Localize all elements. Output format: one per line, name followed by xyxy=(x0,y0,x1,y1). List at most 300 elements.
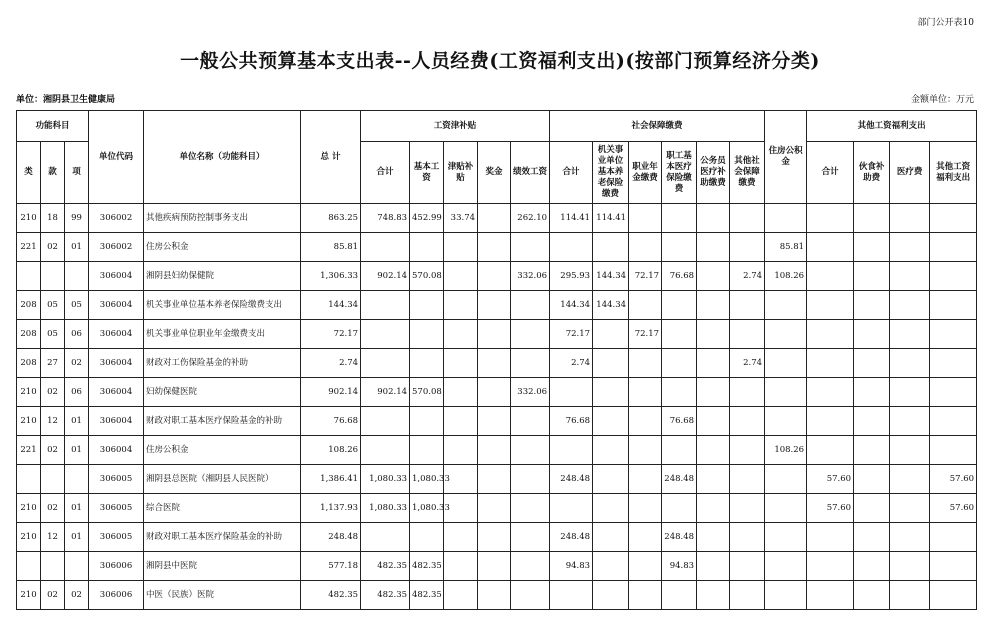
cell-other-welfare xyxy=(930,407,977,436)
cell-other-welfare: 57.60 xyxy=(930,465,977,494)
cell-civil-medical xyxy=(697,407,730,436)
cell-kuan: 27 xyxy=(41,349,65,378)
cell-annuity xyxy=(629,552,662,581)
cell-unit-name: 机关事业单位职业年金缴费支出 xyxy=(144,320,301,349)
cell-civil-medical xyxy=(697,233,730,262)
cell-other-total xyxy=(807,204,854,233)
cell-social-total xyxy=(550,233,593,262)
table-row xyxy=(17,407,977,436)
cell-meal xyxy=(854,465,890,494)
cell-annuity: 72.17 xyxy=(629,262,662,291)
cell-medical: 76.68 xyxy=(662,407,697,436)
cell-medical-fee xyxy=(890,291,930,320)
cell-allowance xyxy=(444,233,478,262)
cell-unit-name: 其他疾病预防控制事务支出 xyxy=(144,204,301,233)
cell-meal xyxy=(854,233,890,262)
cell-meal xyxy=(854,581,890,610)
cell-pension xyxy=(593,581,629,610)
cell-medical xyxy=(662,320,697,349)
cell-pension: 144.34 xyxy=(593,262,629,291)
cell-allowance xyxy=(444,320,478,349)
cell-other-welfare xyxy=(930,349,977,378)
cell-other-welfare xyxy=(930,233,977,262)
header-total: 总 计 xyxy=(301,111,361,204)
cell-allowance xyxy=(444,436,478,465)
cell-pension xyxy=(593,465,629,494)
cell-other-welfare xyxy=(930,204,977,233)
amount-unit-label: 金额单位：万元 xyxy=(910,95,974,105)
table-body xyxy=(17,204,977,610)
cell-pension xyxy=(593,494,629,523)
table-row xyxy=(17,291,977,320)
cell-social-total: 295.93 xyxy=(550,262,593,291)
cell-other-total xyxy=(807,523,854,552)
cell-medical xyxy=(662,233,697,262)
cell-total: 902.14 xyxy=(301,378,361,407)
table-row xyxy=(17,581,977,610)
cell-unit-name: 财政对职工基本医疗保险基金的补助 xyxy=(144,523,301,552)
header-xiang: 项 xyxy=(65,142,89,204)
cell-bonus xyxy=(478,291,511,320)
cell-annuity xyxy=(629,291,662,320)
cell-total: 108.26 xyxy=(301,436,361,465)
cell-lei: 208 xyxy=(17,349,41,378)
cell-lei: 210 xyxy=(17,204,41,233)
cell-meal xyxy=(854,320,890,349)
cell-basic-wage xyxy=(410,349,444,378)
cell-xiang: 06 xyxy=(65,378,89,407)
cell-xiang: 06 xyxy=(65,320,89,349)
cell-unit-name: 机关事业单位基本养老保险缴费支出 xyxy=(144,291,301,320)
cell-xiang: 99 xyxy=(65,204,89,233)
cell-other-welfare xyxy=(930,552,977,581)
cell-total: 577.18 xyxy=(301,552,361,581)
cell-total: 863.25 xyxy=(301,204,361,233)
cell-perf-wage xyxy=(511,465,550,494)
cell-perf-wage xyxy=(511,581,550,610)
cell-annuity xyxy=(629,465,662,494)
cell-kuan: 02 xyxy=(41,436,65,465)
cell-annuity: 72.17 xyxy=(629,320,662,349)
header-func-subject: 功能科目 xyxy=(17,111,89,142)
cell-other-social xyxy=(730,291,765,320)
cell-lei: 210 xyxy=(17,494,41,523)
cell-allowance: 33.74 xyxy=(444,204,478,233)
cell-unit-code: 306004 xyxy=(89,291,144,320)
cell-unit-code: 306005 xyxy=(89,523,144,552)
header-wage-total: 合计 xyxy=(361,142,410,204)
cell-kuan: 12 xyxy=(41,407,65,436)
cell-pension xyxy=(593,233,629,262)
cell-other-social xyxy=(730,465,765,494)
cell-unit-code: 306006 xyxy=(89,581,144,610)
cell-bonus xyxy=(478,494,511,523)
cell-wage-total xyxy=(361,233,410,262)
header-bonus: 奖金 xyxy=(478,142,511,204)
header-lei: 类 xyxy=(17,142,41,204)
cell-other-welfare xyxy=(930,581,977,610)
cell-civil-medical xyxy=(697,291,730,320)
cell-pension xyxy=(593,349,629,378)
header-wage-group: 工资津补贴 xyxy=(361,111,550,142)
cell-perf-wage: 332.06 xyxy=(511,262,550,291)
cell-unit-code: 306002 xyxy=(89,233,144,262)
cell-medical-fee xyxy=(890,436,930,465)
cell-medical-fee xyxy=(890,523,930,552)
header-unit-name: 单位名称（功能科目） xyxy=(144,111,301,204)
cell-kuan xyxy=(41,465,65,494)
cell-total: 1,306.33 xyxy=(301,262,361,291)
cell-lei xyxy=(17,552,41,581)
cell-perf-wage xyxy=(511,436,550,465)
cell-pension xyxy=(593,407,629,436)
cell-wage-total: 482.35 xyxy=(361,581,410,610)
cell-medical: 248.48 xyxy=(662,465,697,494)
cell-social-total: 2.74 xyxy=(550,349,593,378)
cell-unit-code: 306004 xyxy=(89,436,144,465)
cell-basic-wage xyxy=(410,233,444,262)
cell-allowance xyxy=(444,378,478,407)
cell-lei: 221 xyxy=(17,233,41,262)
cell-social-total: 72.17 xyxy=(550,320,593,349)
header-other-welfare: 其他工资福利支出 xyxy=(930,142,977,204)
table-row xyxy=(17,523,977,552)
cell-civil-medical xyxy=(697,523,730,552)
cell-meal xyxy=(854,494,890,523)
cell-other-total xyxy=(807,378,854,407)
cell-xiang: 01 xyxy=(65,523,89,552)
cell-bonus xyxy=(478,349,511,378)
cell-bonus xyxy=(478,407,511,436)
cell-meal xyxy=(854,552,890,581)
cell-other-welfare: 57.60 xyxy=(930,494,977,523)
cell-unit-code: 306004 xyxy=(89,349,144,378)
cell-total: 76.68 xyxy=(301,407,361,436)
cell-housing-fund xyxy=(765,378,807,407)
cell-xiang xyxy=(65,465,89,494)
cell-annuity xyxy=(629,581,662,610)
cell-unit-name: 妇幼保健医院 xyxy=(144,378,301,407)
page-title: 一般公共预算基本支出表--人员经费(工资福利支出)(按部门预算经济分类) xyxy=(180,50,820,72)
cell-other-total xyxy=(807,349,854,378)
cell-wage-total xyxy=(361,436,410,465)
cell-bonus xyxy=(478,233,511,262)
cell-medical-fee xyxy=(890,320,930,349)
cell-housing-fund xyxy=(765,552,807,581)
cell-kuan: 02 xyxy=(41,494,65,523)
cell-lei: 208 xyxy=(17,291,41,320)
header-allowance: 津贴补贴 xyxy=(444,142,478,204)
cell-medical: 76.68 xyxy=(662,262,697,291)
cell-kuan: 12 xyxy=(41,523,65,552)
cell-basic-wage xyxy=(410,320,444,349)
cell-wage-total xyxy=(361,291,410,320)
cell-social-total xyxy=(550,378,593,407)
cell-kuan: 18 xyxy=(41,204,65,233)
cell-bonus xyxy=(478,465,511,494)
cell-allowance xyxy=(444,262,478,291)
cell-other-total xyxy=(807,262,854,291)
cell-medical-fee xyxy=(890,349,930,378)
cell-kuan xyxy=(41,552,65,581)
cell-medical: 94.83 xyxy=(662,552,697,581)
cell-other-total xyxy=(807,291,854,320)
header-social-total: 合计 xyxy=(550,142,593,204)
cell-meal xyxy=(854,436,890,465)
cell-annuity xyxy=(629,233,662,262)
cell-other-total xyxy=(807,407,854,436)
table-row xyxy=(17,494,977,523)
cell-lei: 208 xyxy=(17,320,41,349)
cell-meal xyxy=(854,349,890,378)
cell-basic-wage xyxy=(410,407,444,436)
cell-other-welfare xyxy=(930,262,977,291)
cell-perf-wage xyxy=(511,494,550,523)
cell-total: 85.81 xyxy=(301,233,361,262)
cell-other-social xyxy=(730,436,765,465)
cell-housing-fund xyxy=(765,523,807,552)
cell-unit-name: 住房公积金 xyxy=(144,436,301,465)
cell-housing-fund xyxy=(765,204,807,233)
cell-unit-name: 财政对职工基本医疗保险基金的补助 xyxy=(144,407,301,436)
cell-basic-wage: 1,080.33 xyxy=(410,465,444,494)
cell-other-social xyxy=(730,320,765,349)
cell-pension: 144.34 xyxy=(593,291,629,320)
cell-housing-fund xyxy=(765,494,807,523)
header-social-group: 社会保障缴费 xyxy=(550,111,765,142)
cell-kuan xyxy=(41,262,65,291)
cell-housing-fund xyxy=(765,581,807,610)
cell-xiang: 01 xyxy=(65,436,89,465)
cell-annuity xyxy=(629,378,662,407)
cell-other-welfare xyxy=(930,291,977,320)
cell-meal xyxy=(854,523,890,552)
header-housing-fund: 住房公积金 xyxy=(765,111,807,204)
cell-meal xyxy=(854,378,890,407)
cell-social-total: 144.34 xyxy=(550,291,593,320)
cell-basic-wage: 482.35 xyxy=(410,552,444,581)
cell-other-welfare xyxy=(930,320,977,349)
cell-pension xyxy=(593,523,629,552)
cell-annuity xyxy=(629,436,662,465)
cell-housing-fund xyxy=(765,465,807,494)
cell-unit-code: 306004 xyxy=(89,262,144,291)
header-basic-wage: 基本工资 xyxy=(410,142,444,204)
cell-lei xyxy=(17,465,41,494)
cell-kuan: 02 xyxy=(41,233,65,262)
cell-pension xyxy=(593,436,629,465)
cell-civil-medical xyxy=(697,581,730,610)
cell-unit-code: 306004 xyxy=(89,320,144,349)
cell-total: 1,386.41 xyxy=(301,465,361,494)
cell-unit-name: 财政对工伤保险基金的补助 xyxy=(144,349,301,378)
cell-pension xyxy=(593,378,629,407)
cell-medical-fee xyxy=(890,233,930,262)
cell-xiang: 05 xyxy=(65,291,89,320)
cell-civil-medical xyxy=(697,465,730,494)
cell-unit-name: 中医（民族）医院 xyxy=(144,581,301,610)
cell-basic-wage: 1,080.33 xyxy=(410,494,444,523)
cell-lei: 210 xyxy=(17,407,41,436)
cell-medical xyxy=(662,581,697,610)
cell-civil-medical xyxy=(697,552,730,581)
cell-unit-name: 湘阴县总医院（湘阴县人民医院） xyxy=(144,465,301,494)
budget-table xyxy=(16,110,977,610)
cell-xiang xyxy=(65,552,89,581)
header-other-group: 其他工资福利支出 xyxy=(807,111,977,142)
cell-basic-wage: 482.35 xyxy=(410,581,444,610)
table-row xyxy=(17,262,977,291)
cell-other-total: 57.60 xyxy=(807,465,854,494)
cell-annuity xyxy=(629,349,662,378)
cell-unit-code: 306002 xyxy=(89,204,144,233)
cell-civil-medical xyxy=(697,494,730,523)
table-row xyxy=(17,349,977,378)
cell-other-welfare xyxy=(930,378,977,407)
cell-unit-name: 住房公积金 xyxy=(144,233,301,262)
table-row xyxy=(17,233,977,262)
cell-wage-total: 902.14 xyxy=(361,378,410,407)
cell-other-social xyxy=(730,552,765,581)
cell-wage-total xyxy=(361,320,410,349)
cell-meal xyxy=(854,204,890,233)
cell-kuan: 02 xyxy=(41,378,65,407)
cell-social-total: 94.83 xyxy=(550,552,593,581)
cell-medical xyxy=(662,378,697,407)
cell-allowance xyxy=(444,523,478,552)
cell-civil-medical xyxy=(697,262,730,291)
cell-meal xyxy=(854,262,890,291)
cell-other-total xyxy=(807,581,854,610)
cell-xiang: 02 xyxy=(65,349,89,378)
cell-other-welfare xyxy=(930,523,977,552)
cell-unit-code: 306005 xyxy=(89,494,144,523)
cell-total: 248.48 xyxy=(301,523,361,552)
cell-lei: 210 xyxy=(17,378,41,407)
cell-xiang: 01 xyxy=(65,494,89,523)
cell-social-total: 114.41 xyxy=(550,204,593,233)
cell-wage-total xyxy=(361,523,410,552)
cell-civil-medical xyxy=(697,349,730,378)
cell-other-social xyxy=(730,523,765,552)
cell-other-social xyxy=(730,233,765,262)
table-number-label: 部门公开表10 xyxy=(917,18,974,28)
cell-unit-code: 306005 xyxy=(89,465,144,494)
cell-perf-wage xyxy=(511,349,550,378)
cell-wage-total: 902.14 xyxy=(361,262,410,291)
cell-total: 144.34 xyxy=(301,291,361,320)
cell-civil-medical xyxy=(697,320,730,349)
cell-total: 482.35 xyxy=(301,581,361,610)
table-row xyxy=(17,320,977,349)
cell-wage-total: 482.35 xyxy=(361,552,410,581)
cell-medical-fee xyxy=(890,378,930,407)
cell-perf-wage: 262.10 xyxy=(511,204,550,233)
cell-lei: 221 xyxy=(17,436,41,465)
cell-housing-fund xyxy=(765,349,807,378)
cell-social-total xyxy=(550,494,593,523)
cell-perf-wage xyxy=(511,320,550,349)
cell-civil-medical xyxy=(697,436,730,465)
cell-housing-fund: 85.81 xyxy=(765,233,807,262)
header-perf-wage: 绩效工资 xyxy=(511,142,550,204)
cell-bonus xyxy=(478,204,511,233)
cell-medical xyxy=(662,349,697,378)
cell-kuan: 02 xyxy=(41,581,65,610)
cell-bonus xyxy=(478,523,511,552)
cell-medical xyxy=(662,291,697,320)
cell-medical-fee xyxy=(890,581,930,610)
cell-medical-fee xyxy=(890,494,930,523)
cell-lei: 210 xyxy=(17,523,41,552)
cell-unit-code: 306004 xyxy=(89,378,144,407)
cell-housing-fund xyxy=(765,407,807,436)
unit-label: 单位：湘阴县卫生健康局 xyxy=(16,95,116,105)
cell-lei xyxy=(17,262,41,291)
cell-other-social: 2.74 xyxy=(730,262,765,291)
cell-other-total xyxy=(807,233,854,262)
cell-perf-wage xyxy=(511,407,550,436)
cell-medical xyxy=(662,204,697,233)
cell-xiang xyxy=(65,262,89,291)
cell-bonus xyxy=(478,581,511,610)
header-medical-fee: 医疗费 xyxy=(890,142,930,204)
cell-perf-wage xyxy=(511,291,550,320)
cell-wage-total xyxy=(361,349,410,378)
header-pension: 机关事业单位基本养老保险缴费 xyxy=(593,142,629,204)
cell-housing-fund xyxy=(765,291,807,320)
cell-medical xyxy=(662,436,697,465)
table-row xyxy=(17,552,977,581)
table-row xyxy=(17,465,977,494)
cell-bonus xyxy=(478,436,511,465)
cell-unit-name: 湘阴县中医院 xyxy=(144,552,301,581)
cell-other-welfare xyxy=(930,436,977,465)
cell-social-total: 248.48 xyxy=(550,523,593,552)
cell-unit-code: 306006 xyxy=(89,552,144,581)
cell-civil-medical xyxy=(697,378,730,407)
cell-kuan: 05 xyxy=(41,291,65,320)
header-annuity: 职业年金缴费 xyxy=(629,142,662,204)
cell-pension xyxy=(593,552,629,581)
header-medical: 职工基本医疗保险缴费 xyxy=(662,142,697,204)
cell-xiang: 01 xyxy=(65,407,89,436)
cell-perf-wage xyxy=(511,233,550,262)
cell-other-total xyxy=(807,436,854,465)
cell-bonus xyxy=(478,378,511,407)
cell-total: 1,137.93 xyxy=(301,494,361,523)
cell-housing-fund: 108.26 xyxy=(765,436,807,465)
cell-annuity xyxy=(629,204,662,233)
header-other-total: 合计 xyxy=(807,142,854,204)
cell-other-social xyxy=(730,378,765,407)
cell-other-total xyxy=(807,320,854,349)
cell-basic-wage xyxy=(410,291,444,320)
cell-social-total: 76.68 xyxy=(550,407,593,436)
table-row xyxy=(17,378,977,407)
table-row xyxy=(17,204,977,233)
cell-other-social xyxy=(730,494,765,523)
cell-other-social xyxy=(730,581,765,610)
cell-bonus xyxy=(478,262,511,291)
cell-annuity xyxy=(629,523,662,552)
cell-civil-medical xyxy=(697,204,730,233)
cell-perf-wage xyxy=(511,552,550,581)
cell-allowance xyxy=(444,581,478,610)
cell-total: 72.17 xyxy=(301,320,361,349)
cell-medical-fee xyxy=(890,262,930,291)
header-meal: 伙食补助费 xyxy=(854,142,890,204)
